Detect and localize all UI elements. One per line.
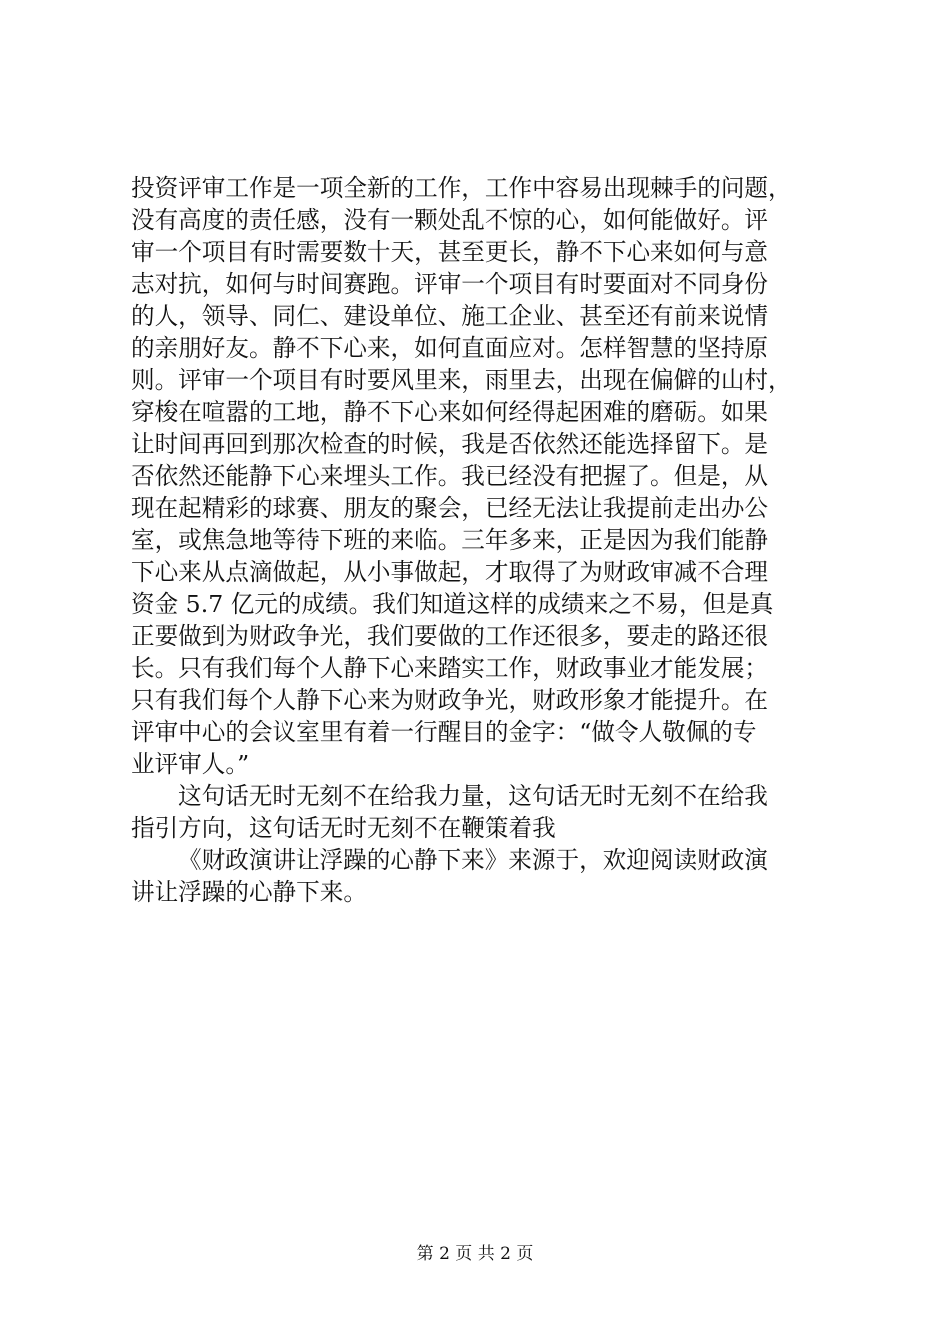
text-line: 讲让浮躁的心静下来。 xyxy=(131,878,367,906)
page-number-footer: 第 2 页 共 2 页 xyxy=(416,1244,534,1264)
text-line: 志对抗，如何与时间赛跑。评审一个项目有时要面对不同身份 xyxy=(131,270,769,298)
document-body xyxy=(131,172,831,908)
text-line: 现在起精彩的球赛、朋友的聚会，已经无法让我提前走出办公 xyxy=(131,494,769,522)
text-line: 资金 5.7 亿元的成绩。我们知道这样的成绩来之不易，但是真 xyxy=(131,590,774,618)
text-line: 业评审人。” xyxy=(131,750,250,778)
paragraph-first-line: 《财政演讲让浮躁的心静下来》来源于，欢迎阅读财政演 xyxy=(178,846,768,874)
text-line: 长。只有我们每个人静下心来踏实工作，财政事业才能发展； xyxy=(131,654,769,682)
text-line: 指引方向，这句话无时无刻不在鞭策着我 xyxy=(131,814,556,842)
text-line: 否依然还能静下心来埋头工作。我已经没有把握了。但是，从 xyxy=(131,462,769,490)
text-line: 下心来从点滴做起，从小事做起，才取得了为财政审减不合理 xyxy=(131,558,769,586)
text-line: 的亲朋好友。静不下心来，如何直面应对。怎样智慧的坚持原 xyxy=(131,334,769,362)
paragraph-first-line: 这句话无时无刻不在给我力量，这句话无时无刻不在给我 xyxy=(178,782,768,810)
text-line: 则。评审一个项目有时要风里来，雨里去，出现在偏僻的山村， xyxy=(131,366,792,394)
text-line: 没有高度的责任感，没有一颗处乱不惊的心，如何能做好。评 xyxy=(131,206,769,234)
text-line: 评审中心的会议室里有着一行醒目的金字：“做令人敬佩的专 xyxy=(131,718,757,746)
text-line: 让时间再回到那次检查的时候，我是否依然还能选择留下。是 xyxy=(131,430,769,458)
text-line: 穿梭在喧嚣的工地，静不下心来如何经得起困难的磨砺。如果 xyxy=(131,398,769,426)
text-line: 投资评审工作是一项全新的工作，工作中容易出现棘手的问题， xyxy=(131,174,792,202)
text-line: 审一个项目有时需要数十天，甚至更长，静不下心来如何与意 xyxy=(131,238,769,266)
text-line: 的人，领导、同仁、建设单位、施工企业、甚至还有前来说情 xyxy=(131,302,769,330)
text-line: 正要做到为财政争光，我们要做的工作还很多，要走的路还很 xyxy=(131,622,769,650)
text-line: 室，或焦急地等待下班的来临。三年多来，正是因为我们能静 xyxy=(131,526,769,554)
text-line: 只有我们每个人静下心来为财政争光，财政形象才能提升。在 xyxy=(131,686,769,714)
